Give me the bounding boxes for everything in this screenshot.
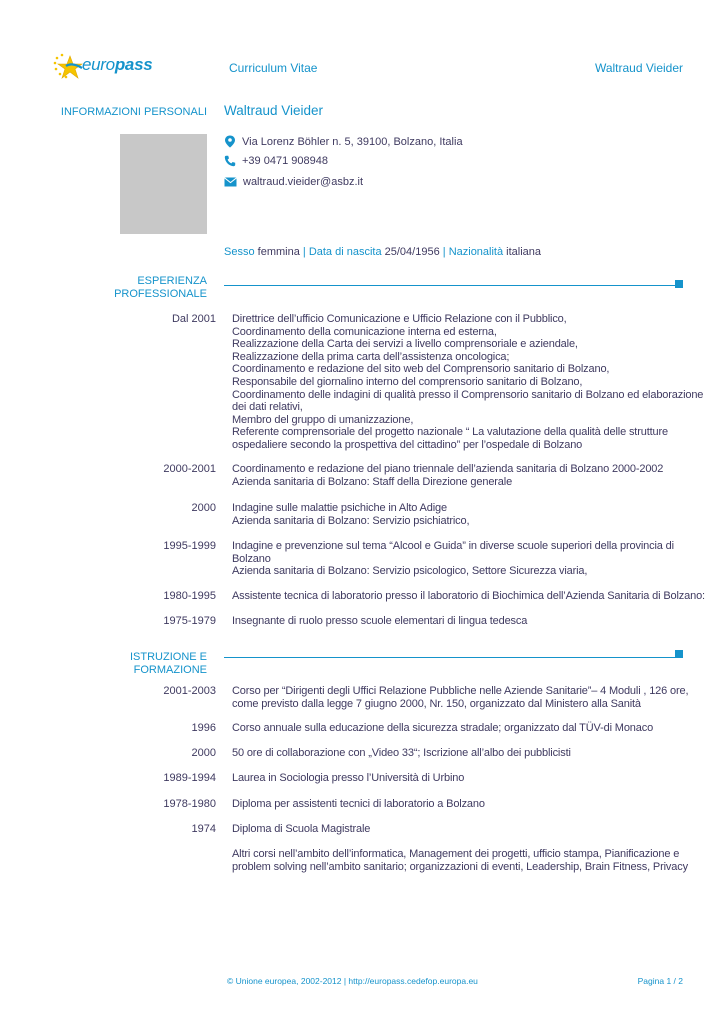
edu-line: Laurea in Sociologia presso l’Università di Urbino [232,772,465,784]
person-name: Waltraud Vieider [224,103,324,118]
section-divider-square [675,650,683,658]
edu-line: 50 ore di collaborazione con „Video 33“; Iscrizione all’albo dei pubblicisti [232,747,571,759]
europass-logo [52,50,162,82]
exp-line: Bolzano [232,552,271,565]
edu-line: Diploma di Scuola Magistrale [232,823,371,835]
logo-text-euro: euro [82,55,115,74]
phone-icon [224,155,236,167]
exp-description [232,540,692,578]
exp-line: ospedaliere secondo la prospettiva del cittadino” per l’ospedale di Bolzano [232,438,583,451]
section-label-line: PROFESSIONALE [114,288,207,300]
exp-line: Indagine e prevenzione sul tema “Alcool e Guida” in diverse scuole superiori della provincia di [232,540,674,552]
edu-line: come previsto dalla legge 7 giugno 2000, Nr. 150, organizzato dal Ministero alla Sanità [232,697,641,710]
location-pin-icon [224,135,236,148]
edu-line: Corso per “Dirigenti degli Uffici Relazione Pubbliche nelle Aziende Sanitarie”– 4 Moduli , 126 ore, [232,685,689,697]
exp-line: Indagine sulle malattie psichiche in Alto Adige [232,502,447,514]
edu-description [232,798,692,811]
section-divider [224,285,676,286]
separator: | [442,246,446,258]
exp-description [232,502,692,527]
exp-line: Azienda sanitaria di Bolzano: Staff della Direzione generale [232,475,513,488]
exp-line: Referente comprensoriale del progetto nazionale “ La valutazione della qualità delle strutture [232,426,668,439]
sex-label: Sesso [224,246,255,258]
edu-description-other [232,848,692,873]
separator: | [302,246,306,258]
section-label-education: ISTRUZIONE E FORMAZIONE [129,651,207,676]
email-icon [224,177,237,187]
birth-value: 25/04/1956 [384,246,440,258]
edu-date: 1974 [191,823,216,835]
exp-line: dei dati relativi, [232,401,303,414]
exp-line: Membro del gruppo di umanizzazione, [232,413,414,426]
address-row [224,135,463,148]
phone-text: +39 0471 908948 [242,155,328,167]
exp-description [232,463,692,488]
nationality-label: Nazionalità [448,246,504,258]
exp-line: Azienda sanitaria di Bolzano: Servizio psichiatrico, [232,514,470,527]
exp-description [232,590,705,603]
birth-label: Data di nascita [308,246,382,258]
edu-line: Altri corsi nell’ambito dell’informatica, Management dei progetti, ufficio stampa, Pianificazione e [232,848,680,860]
exp-date: Dal 2001 [171,313,216,325]
email-link[interactable]: waltraud.vieider@asbz.it [243,176,363,188]
phone-row [224,155,328,167]
email-row [224,176,363,188]
exp-line: Azienda sanitaria di Bolzano: Servizio psicologico, Settore Sicurezza viaria, [232,565,588,578]
edu-date: 1978-1980 [163,798,216,810]
exp-date: 2000-2001 [163,463,216,475]
edu-date: 1996 [191,722,216,734]
edu-line: problem solving nell’ambito sanitario; organizzazioni di eventi, Leadership, Brain Fitness, Privacy [232,860,688,873]
address-text: Via Lorenz Böhler n. 5, 39100, Bolzano, Italia [242,135,463,148]
doc-title: Curriculum Vitae [229,61,318,75]
nationality-value: italiana [506,246,542,258]
section-label-personal: INFORMAZIONI PERSONALI [60,106,207,118]
exp-line: Insegnante di ruolo presso scuole elementari di lingua tedesca [232,615,528,627]
footer-page-number: Pagina 1 / 2 [637,976,683,986]
footer-copyright: © Unione europea, 2002-2012 | http://europass.cedefop.europa.eu [227,976,478,986]
photo-placeholder [120,134,207,234]
edu-line: Diploma per assistenti tecnici di laboratorio a Bolzano [232,798,485,810]
edu-description [232,722,692,735]
logo-text-pass: pass [114,55,153,74]
exp-line: Assistente tecnica di laboratorio presso il laboratorio di Biochimica dell’Azienda Sanitaria di Bolzano: [232,590,705,602]
edu-line: Corso annuale sulla educazione della sicurezza stradale; organizzato dal TÜV-di Monaco [232,722,654,734]
logo-wordmark [82,55,152,75]
header-person-name: Waltraud Vieider [594,61,683,75]
exp-line: Direttrice dell’ufficio Comunicazione e Ufficio Relazione con il Pubblico, [232,313,567,325]
exp-description [232,615,692,628]
exp-date: 1980-1995 [163,590,216,602]
edu-date: 2001-2003 [163,685,216,697]
edu-date: 2000 [191,747,216,759]
section-label-experience [57,275,207,301]
exp-line: Coordinamento delle indagini di qualità presso il Comprensorio sanitario di Bolzano ed elaborazione [232,388,704,401]
exp-date: 1975-1979 [163,615,216,627]
exp-line: Responsabile del giornalino interno del comprensorio sanitario di Bolzano, [232,375,583,388]
edu-description [232,747,692,760]
exp-line: Coordinamento e redazione del piano triennale dell’azienda sanitaria di Bolzano 2000-2002 [232,463,664,475]
exp-line: Coordinamento e redazione del sito web del Comprensorio sanitario di Bolzano, [232,363,610,376]
exp-line: Realizzazione della prima carta dell’assistenza oncologica; [232,350,510,363]
section-label-line: ESPERIENZA [137,275,207,287]
exp-date: 1995-1999 [163,540,216,552]
exp-line: Realizzazione della Carta dei servizi a livello comprensoriale e aziendale, [232,338,578,351]
sex-value: femmina [257,246,300,258]
exp-date: 2000 [191,502,216,514]
edu-description [232,772,692,785]
exp-description [232,313,704,452]
exp-line: Coordinamento della comunicazione interna ed esterna, [232,325,497,338]
personal-details [224,246,541,258]
section-divider [224,657,676,658]
edu-date: 1989-1994 [163,772,216,784]
section-divider-square [675,280,683,288]
edu-description [232,823,692,836]
edu-description [232,685,692,710]
